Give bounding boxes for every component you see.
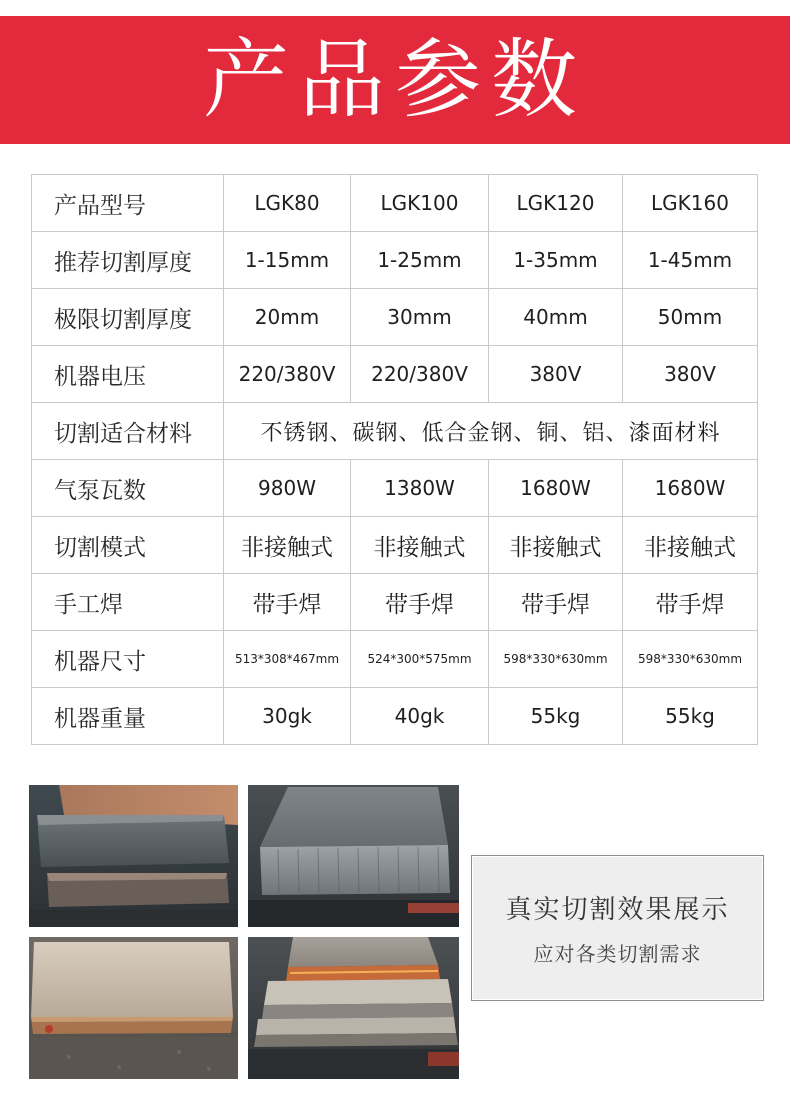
model-name: LGK160: [623, 175, 758, 232]
table-cell: 带手焊: [224, 574, 351, 631]
table-cell: 30mm: [351, 289, 489, 346]
effect-panel: [471, 855, 764, 1001]
cut-steel-plate-photo: [29, 785, 238, 927]
row-label: 机器电压: [32, 346, 224, 403]
table-row: [32, 631, 758, 688]
model-name: LGK80: [224, 175, 351, 232]
table-cell: 40mm: [489, 289, 623, 346]
table-cell: 非接触式: [351, 517, 489, 574]
row-label: 手工焊: [32, 574, 224, 631]
materials-cell: 不锈钢、碳钢、低合金钢、铜、铝、漆面材料: [224, 403, 758, 460]
table-cell: 非接触式: [224, 517, 351, 574]
row-label: 产品型号: [32, 175, 224, 232]
table-cell: 30gk: [224, 688, 351, 745]
row-label: 气泵瓦数: [32, 460, 224, 517]
model-name: LGK100: [351, 175, 489, 232]
row-label: 极限切割厚度: [32, 289, 224, 346]
table-cell: 55kg: [623, 688, 758, 745]
cut-stacked-plates-photo: [248, 937, 459, 1079]
table-cell: 1680W: [623, 460, 758, 517]
table-cell: 50mm: [623, 289, 758, 346]
table-cell: 380V: [623, 346, 758, 403]
table-cell: 524*300*575mm: [351, 631, 489, 688]
table-cell: 55kg: [489, 688, 623, 745]
table-cell: 220/380V: [224, 346, 351, 403]
row-label: 切割适合材料: [32, 403, 224, 460]
title-banner: [0, 16, 790, 144]
model-name: LGK120: [489, 175, 623, 232]
table-row: [32, 517, 758, 574]
table-cell: 380V: [489, 346, 623, 403]
effect-panel-inner: [473, 857, 762, 999]
table-cell: 1680W: [489, 460, 623, 517]
cut-steel-block-photo: [248, 785, 459, 927]
table-cell: 带手焊: [623, 574, 758, 631]
table-cell: 1-15mm: [224, 232, 351, 289]
row-label: 机器尺寸: [32, 631, 224, 688]
table-cell: 1-25mm: [351, 232, 489, 289]
table-row: [32, 346, 758, 403]
table-row: [32, 232, 758, 289]
table-cell: 220/380V: [351, 346, 489, 403]
table-cell: 598*330*630mm: [623, 631, 758, 688]
table-row: [32, 403, 758, 460]
row-label: 推荐切割厚度: [32, 232, 224, 289]
table-cell: 1-45mm: [623, 232, 758, 289]
table-cell: 513*308*467mm: [224, 631, 351, 688]
table-cell: 非接触式: [489, 517, 623, 574]
table-cell: 1380W: [351, 460, 489, 517]
effect-title: 真实切割效果展示: [505, 895, 730, 925]
table-cell: 598*330*630mm: [489, 631, 623, 688]
table-cell: 40gk: [351, 688, 489, 745]
table-row: [32, 289, 758, 346]
row-label: 机器重量: [32, 688, 224, 745]
effect-subtitle: 应对各类切割需求: [533, 942, 702, 966]
row-label: 切割模式: [32, 517, 224, 574]
page-title: 产品参数: [203, 30, 587, 130]
table-cell: 非接触式: [623, 517, 758, 574]
table-cell: 带手焊: [489, 574, 623, 631]
table-row: [32, 460, 758, 517]
cut-copper-plate-photo: [29, 937, 238, 1079]
spec-table: [31, 174, 758, 745]
table-cell: 1-35mm: [489, 232, 623, 289]
table-cell: 带手焊: [351, 574, 489, 631]
table-row: [32, 574, 758, 631]
table-cell: 980W: [224, 460, 351, 517]
table-cell: 20mm: [224, 289, 351, 346]
table-row: [32, 688, 758, 745]
table-row: [32, 175, 758, 232]
cutting-photos: [29, 785, 459, 1080]
